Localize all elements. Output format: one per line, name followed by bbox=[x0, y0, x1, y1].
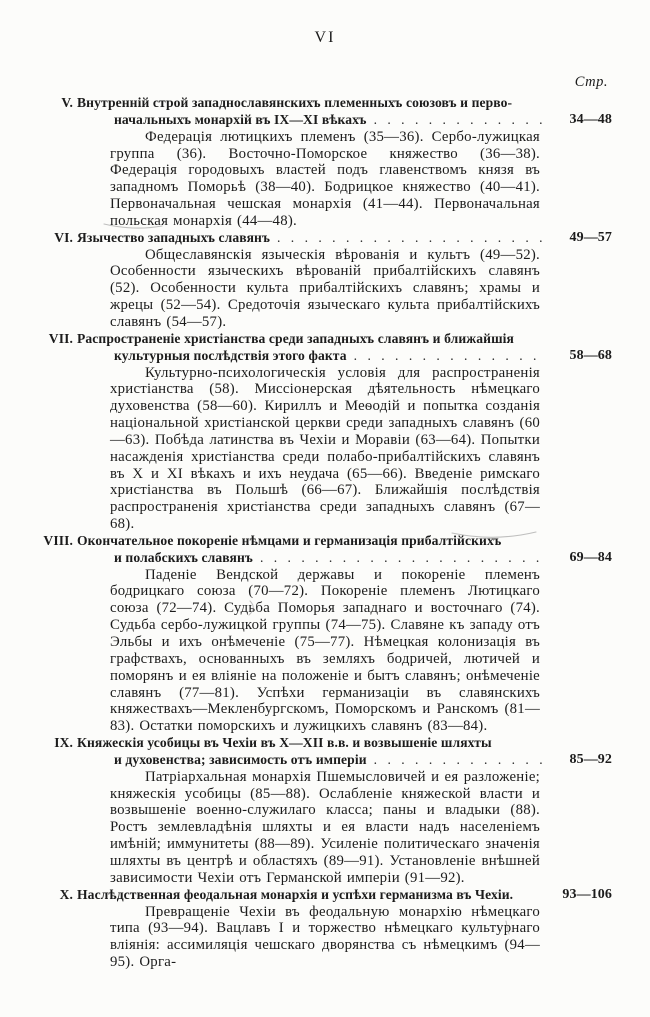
entry-title-line: Княжескія усобицы въ Чехіи въ X—XII в.в. и возвышеніе шляхты bbox=[77, 735, 492, 751]
toc-entry bbox=[30, 331, 612, 533]
entry-page-range: 34—48 bbox=[569, 111, 612, 127]
dot-leader bbox=[374, 752, 544, 769]
entry-title-line: и полабскихъ славянъ . . . bbox=[77, 550, 544, 567]
entry-annotation: Патріархальная монархія Пшемысловичей и ея разложеніе; княжескія усобицы (85—88). Ослабленіе княжеской власти и возвышеніе военно-служилаго класса; паны и владыки (88). Ростъ землевладѣнія шляхты и ея власти надъ населеніемъ имѣній; иммунитеты (88—89). Усиленіе политическаго значенія шляхты въ центрѣ и областяхъ (89—91). Установленіе внѣшней зависимости Чехіи отъ Германской имперіи (91—92). bbox=[110, 768, 540, 886]
entry-title-line: Наслѣдственная феодальная монархія и успѣхи германизма въ Чехіи. bbox=[77, 886, 514, 902]
toc-entry bbox=[30, 230, 612, 331]
entry-page-range: 93—106 bbox=[562, 886, 612, 902]
entry-title bbox=[77, 887, 544, 904]
entry-numeral: IX. bbox=[54, 735, 73, 751]
toc-entry bbox=[30, 95, 612, 230]
entry-annotation: Общеславянскія языческія вѣрованія и культъ (49—52). Особенности языческихъ вѣрованій прибалтійскихъ славянъ (52). Особенности культа прибалтійскихъ славянъ; храмы и жрецы (52—54). Средоточія языческаго культа прибалтійскихъ славянъ (54—57). bbox=[110, 246, 540, 330]
entry-title bbox=[77, 331, 544, 365]
entry-title-line: Внутренній строй западнославянскихъ племенныхъ союзовъ и перво- bbox=[77, 95, 513, 110]
entry-numeral: VI. bbox=[54, 229, 73, 245]
dot-leader bbox=[260, 550, 544, 567]
entry-numeral: VII. bbox=[48, 330, 73, 346]
toc-entry bbox=[30, 887, 612, 971]
toc-entry-heading bbox=[30, 887, 612, 904]
folio-page-number: VI bbox=[314, 29, 336, 46]
entry-annotation: Паденіе Вендской державы и покореніе племенъ бодрицкаго союза (70—72). Покореніе племенъ Лютицкаго союза (72—74). Судьба Поморья западнаго и восточнаго (74). Судьба сербо-лужицкой группы (74—75). Славяне къ западу отъ Эльбы и ихъ онѣмеченіе (75—77). Нѣмецкая колонизація въ графствахъ, основанныхъ въ земляхъ бодричей, лютичей и поморянъ и ея вліяніе на положеніе и бытъ славянъ; онѣмеченіе славянъ (77—81). Успѣхи германизаціи въ славянскихъ княжествахъ—Мекленбургскомъ, Поморскомъ и Ранскомъ (81—83). Остатки поморскихъ и лужицкихъ славянъ (83—84). bbox=[110, 566, 540, 735]
entry-title bbox=[77, 95, 544, 129]
toc-entry-heading bbox=[30, 230, 612, 247]
toc-entry-heading bbox=[30, 533, 612, 567]
dot-leader bbox=[277, 230, 544, 247]
entry-page-range: 49—57 bbox=[569, 229, 612, 245]
entry-annotation: Культурно-психологическія условія для распространенія христіанства (58). Миссіонерская дѣятельность нѣмецкаго духовенства (58—60). Кириллъ и Меѳодій и попытка созданія національной христіанской церкви среди западныхъ славянъ (60—63). Побѣда латинства въ Чехіи и Моравіи (63—64). Попытки насажденія христіанства среди полабо-прибалтійскихъ славянъ въ X и XI вѣкахъ и ихъ неудача (65—66). Введеніе римскаго христіанства въ Польшѣ (66—67). Ближайшія послѣдствія распространенія христіанства среди западныхъ славянъ (67—68). bbox=[110, 364, 540, 533]
entry-title bbox=[77, 735, 544, 769]
entry-numeral: VIII. bbox=[43, 532, 73, 548]
entry-page-range: 85—92 bbox=[569, 751, 612, 767]
toc-entry bbox=[30, 735, 612, 887]
dot-leader bbox=[374, 112, 544, 129]
entry-title-line: начальныхъ монархій въ IX—XI вѣкахъ . . . bbox=[77, 112, 544, 129]
entry-numeral: V. bbox=[61, 95, 73, 110]
entry-page-range: 69—84 bbox=[569, 549, 612, 565]
dot-leader bbox=[354, 348, 544, 365]
entry-title-line: и духовенства; зависимость отъ имперіи . . . bbox=[77, 752, 544, 769]
entry-annotation: Федерація лютицкихъ племенъ (35—36). Сербо-лужицкая группа (36). Восточно-Поморское княжество (36—38). Федерація городовыхъ властей подъ главенствомъ князя въ западномъ Поморьѣ (38—40). Бодрицкое княжество (40—41). Первоначальная чешская монархія (41—44). Первоначальная польская монархія (44—48). bbox=[110, 128, 540, 229]
toc-entry bbox=[30, 533, 612, 735]
toc-entry-heading bbox=[30, 331, 612, 365]
entry-title bbox=[77, 533, 544, 567]
entry-numeral: X. bbox=[59, 886, 73, 902]
toc-entry-heading bbox=[30, 95, 612, 129]
table-of-contents bbox=[30, 74, 612, 971]
toc-entry-heading bbox=[30, 735, 612, 769]
entry-title-line: Распространеніе христіанства среди западныхъ славянъ и ближайшія bbox=[77, 330, 514, 346]
pages-column-header: Стр. bbox=[574, 74, 608, 90]
entry-annotation: Превращеніе Чехіи въ феодальную монархію нѣмецкаго типа (93—94). Вацлавъ I и торжество нѣмецкаго культурнаго вліянія: ассимиляція чешскаго дворянства съ нѣмецкимъ (94—95). Орга- bbox=[110, 903, 540, 971]
entry-page-range: 58—68 bbox=[569, 347, 612, 363]
entry-title-line: Окончательное покореніе нѣмцами и германизація прибалтійскихъ bbox=[77, 532, 502, 548]
entry-title-line: культурныя послѣдствія этого факта . . . bbox=[77, 348, 544, 365]
entry-title bbox=[77, 230, 544, 247]
entry-title-line: Язычество западныхъ славянъ . . . bbox=[77, 230, 544, 247]
